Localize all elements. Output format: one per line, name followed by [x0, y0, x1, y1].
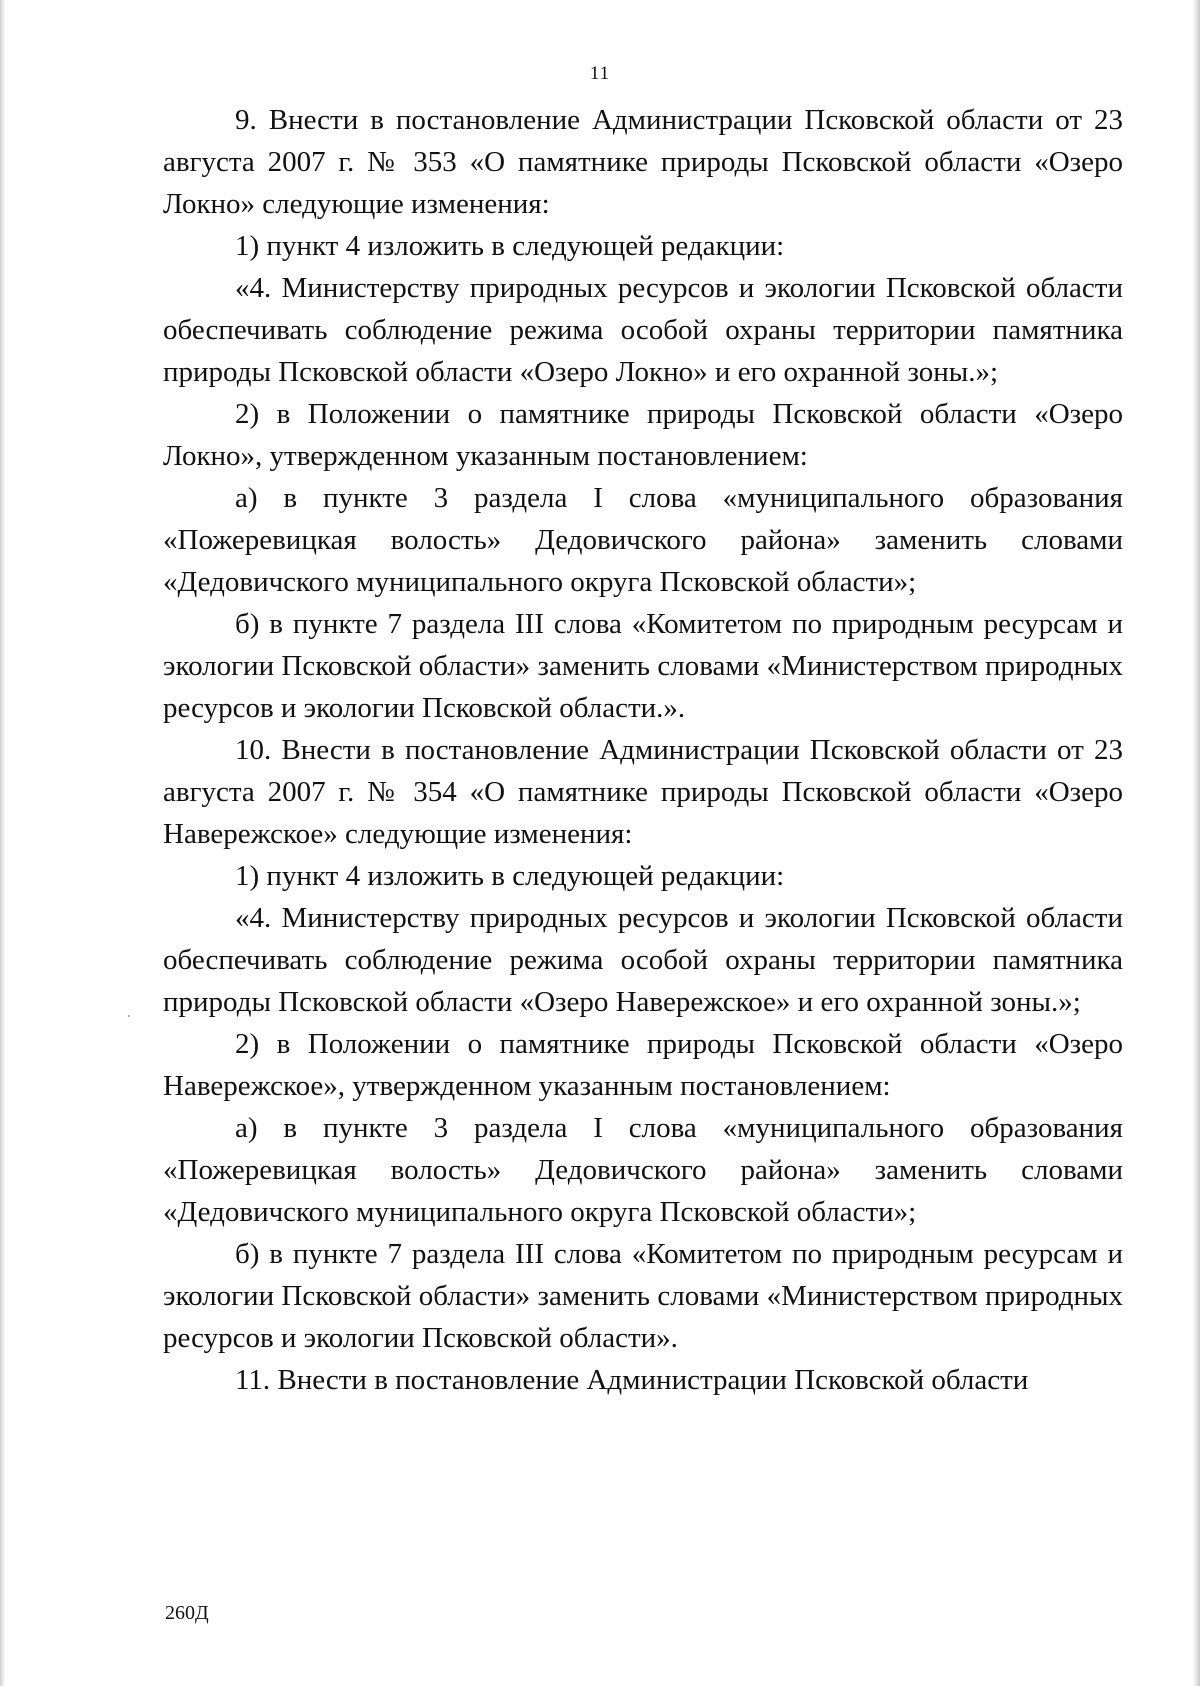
paragraph-item-11: 11. Внести в постановление Администрации Псковской области [235, 1364, 1029, 1396]
page-number: 11 [589, 63, 611, 84]
paragraph-subitem-a: а) в пункте 3 раздела I слова «муниципального образования «Пожеревицкая волость» Дедовичского района» заменить словами «Дедовичского муниципального округа Псковской области»; [163, 482, 1123, 598]
document-body [163, 99, 1123, 1401]
scan-edge-right [1192, 0, 1200, 1686]
paragraph-subitem-2: 2) в Положении о памятнике природы Псковской области «Озеро Навережское», утвержденном указанным постановлением: [163, 1028, 1123, 1102]
paragraph-subitem-1: 1) пункт 4 изложить в следующей редакции: [235, 230, 785, 262]
paragraph-subitem-1: 1) пункт 4 изложить в следующей редакции: [235, 860, 785, 892]
footer-document-code: 260Д [165, 1602, 209, 1624]
paragraph-item-9: 9. Внести в постановление Администрации Псковской области от 23 августа 2007 г. № 353 «О памятнике природы Псковской области «Озеро Локно» следующие изменения: [163, 104, 1123, 220]
paragraph-quote-4: «4. Министерству природных ресурсов и экологии Псковской области обеспечивать соблюдение режима особой охраны территории памятника природы Псковской области «Озеро Навережское» и его охранной зоны.»; [163, 902, 1123, 1018]
paragraph-subitem-b: б) в пункте 7 раздела III слова «Комитетом по природным ресурсам и экологии Псковской области» заменить словами «Министерством природных ресурсов и экологии Псковской области.». [163, 608, 1123, 724]
paragraph-item-10: 10. Внести в постановление Администрации Псковской области от 23 августа 2007 г. № 354 «О памятнике природы Псковской области «Озеро Навережское» следующие изменения: [163, 734, 1123, 850]
scan-speck [128, 1015, 130, 1017]
scan-edge-left [0, 0, 6, 1686]
paragraph-subitem-2: 2) в Положении о памятнике природы Псковской области «Озеро Локно», утвержденном указанным постановлением: [163, 398, 1123, 472]
paragraph-quote-4: «4. Министерству природных ресурсов и экологии Псковской области обеспечивать соблюдение режима особой охраны территории памятника природы Псковской области «Озеро Локно» и его охранной зоны.»; [163, 272, 1123, 388]
paragraph-subitem-b: б) в пункте 7 раздела III слова «Комитетом по природным ресурсам и экологии Псковской области» заменить словами «Министерством природных ресурсов и экологии Псковской области». [163, 1238, 1123, 1354]
paragraph-subitem-a: а) в пункте 3 раздела I слова «муниципального образования «Пожеревицкая волость» Дедовичского района» заменить словами «Дедовичского муниципального округа Псковской области»; [163, 1112, 1123, 1228]
